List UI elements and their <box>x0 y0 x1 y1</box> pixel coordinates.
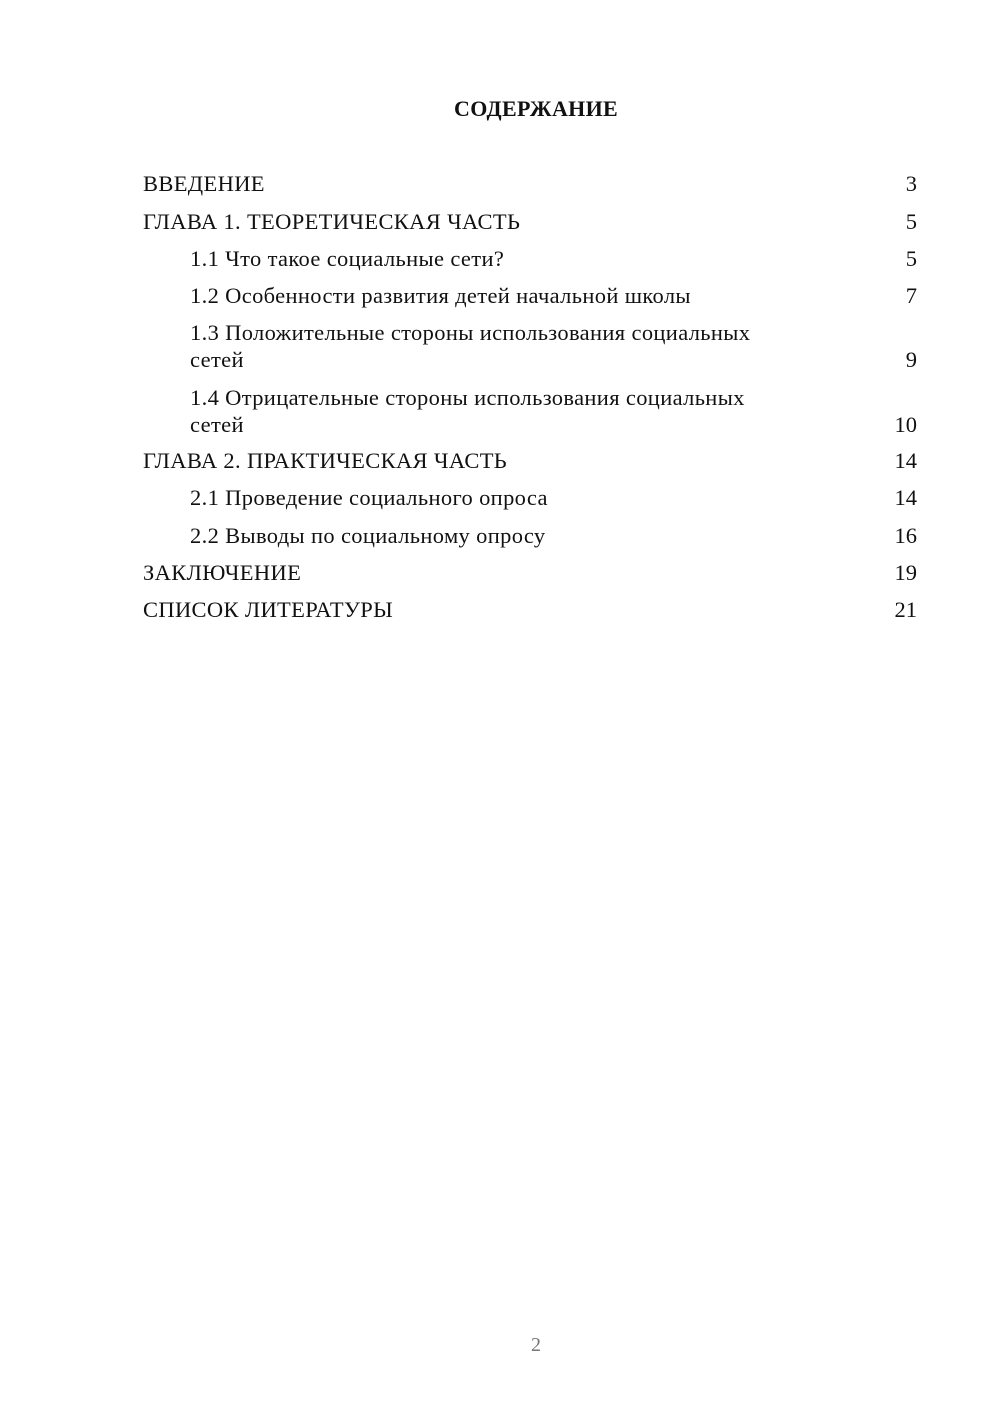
toc-entry-title-cont: сетей <box>190 412 244 437</box>
toc-entry[interactable] <box>190 318 917 372</box>
toc-entry[interactable] <box>143 558 917 588</box>
toc-entry-title: 1.2 Особенности развития детей начальной школы <box>190 283 691 308</box>
toc-entry-title: 1.1 Что такое социальные сети? <box>190 246 505 271</box>
toc-entry-page: 7 <box>905 283 917 308</box>
toc-entry-page: 9 <box>905 347 917 372</box>
toc-entry-title: 1.4 Отрицательные стороны использования социальных <box>190 385 745 410</box>
toc-entry[interactable] <box>143 446 917 476</box>
toc-entry-page: 5 <box>905 209 917 234</box>
toc-entry-title-cont: сетей <box>190 347 244 372</box>
toc-entry-page: 19 <box>894 560 917 585</box>
toc-entry-title: СПИСОК ЛИТЕРАТУРЫ <box>143 597 394 622</box>
toc-entry-page: 21 <box>894 597 917 622</box>
toc-entry[interactable] <box>143 595 917 625</box>
toc-entry[interactable] <box>190 521 917 551</box>
toc-entry-title: ГЛАВА 2. ПРАКТИЧЕСКАЯ ЧАСТЬ <box>143 448 508 473</box>
toc-entry-title: ЗАКЛЮЧЕНИЕ <box>143 560 302 585</box>
toc-entry[interactable] <box>143 169 917 199</box>
toc-entry-page: 3 <box>905 171 917 196</box>
toc-entry-title: ГЛАВА 1. ТЕОРЕТИЧЕСКАЯ ЧАСТЬ <box>143 209 521 234</box>
toc-entry[interactable] <box>190 483 917 513</box>
toc-entry-page: 5 <box>905 246 917 271</box>
toc-entry-page: 10 <box>894 412 917 437</box>
page-number: 2 <box>531 1334 541 1356</box>
toc-entry-title: ВВЕДЕНИЕ <box>143 171 265 196</box>
toc-entry-title: 1.3 Положительные стороны использования социальных <box>190 320 751 345</box>
toc-entry-title: 2.2 Выводы по социальному опросу <box>190 523 546 548</box>
toc-entry[interactable] <box>190 383 917 437</box>
toc-entry-page: 14 <box>894 448 917 473</box>
toc-entry[interactable] <box>190 281 917 311</box>
toc-entry[interactable] <box>143 207 917 237</box>
toc-entry-page: 14 <box>894 485 917 510</box>
toc-entry[interactable] <box>190 244 917 274</box>
toc-heading: СОДЕРЖАНИЕ <box>454 96 618 121</box>
toc-entry-page: 16 <box>894 523 917 548</box>
toc-entry-title: 2.1 Проведение социального опроса <box>190 485 548 510</box>
